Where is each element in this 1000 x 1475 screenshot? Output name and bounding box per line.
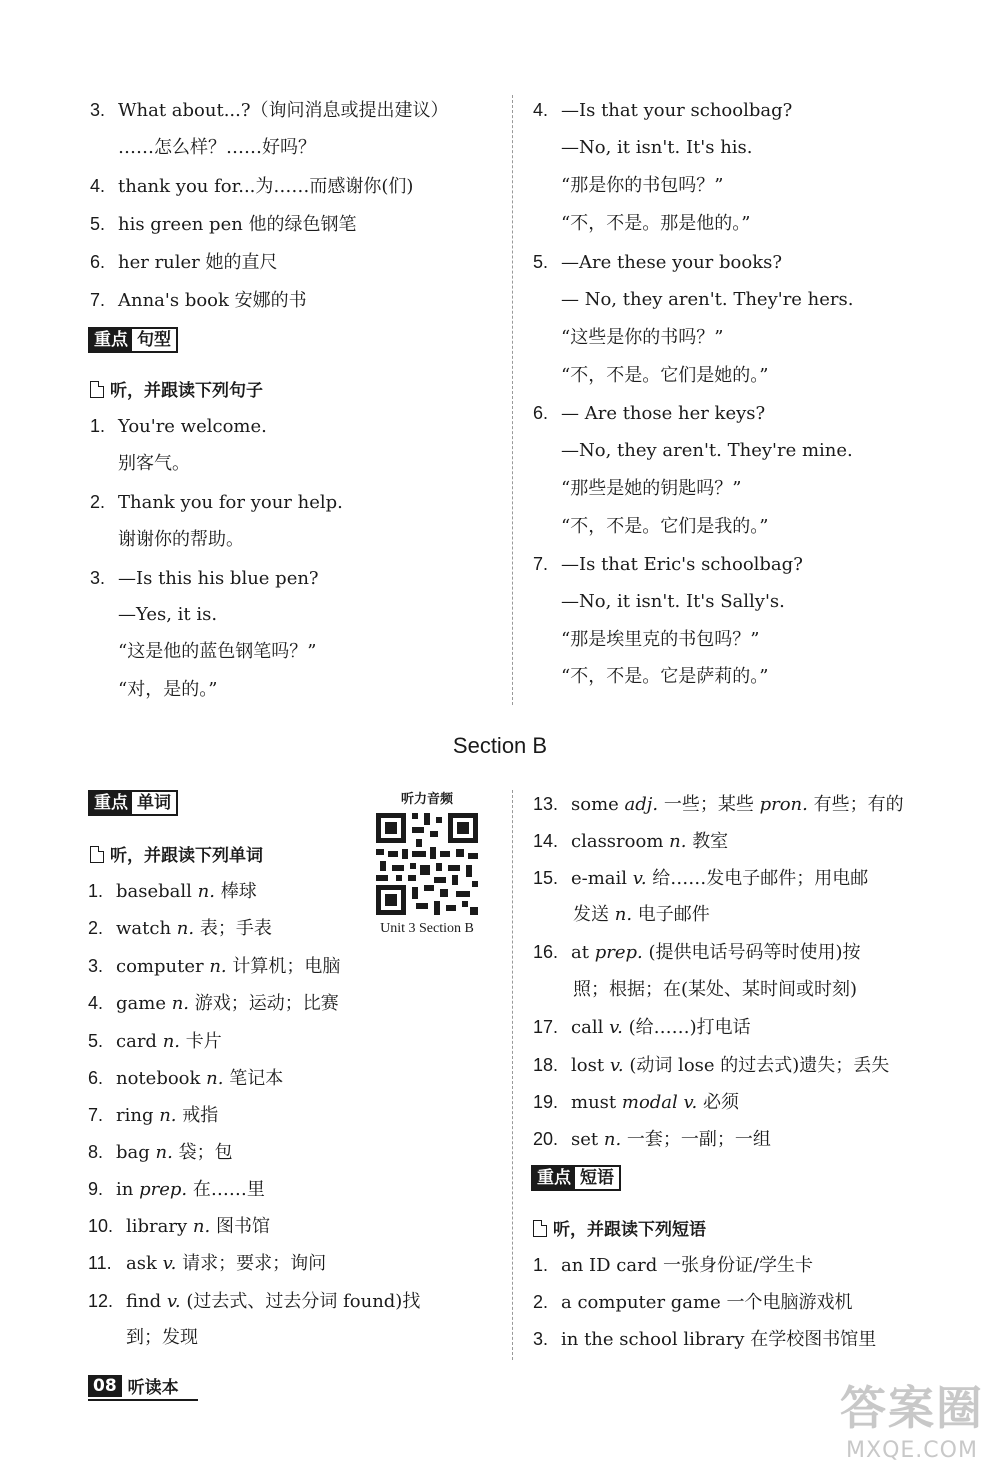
word-item-continued: 发送 n. 电子邮件: [573, 904, 710, 925]
watermark: 答案圈 MXQE.COM: [840, 1381, 984, 1463]
phrase-item: 7. Anna's book 安娜的书: [90, 290, 307, 311]
footer-rule: [88, 1399, 198, 1401]
word-item: 15. e-mail v. 给……发电子邮件；用电邮: [533, 868, 869, 889]
word-item: 4. game n. 游戏；运动；比赛: [88, 993, 339, 1014]
dialogue-line: “那是你的书包吗？”: [561, 175, 724, 196]
dialogue-line: 5. —Are these your books?: [533, 252, 782, 273]
word-item: 8. bag n. 袋；包: [88, 1142, 233, 1163]
dialogue-line: —No, it isn't. It's his.: [561, 137, 753, 158]
phrase-item: ……怎么样？……好吗？: [118, 137, 316, 158]
phrase-item: 5. his green pen 他的绿色钢笔: [90, 214, 357, 235]
sentence-item: 别客气。: [118, 453, 190, 474]
qr-caption: Unit 3 Section B: [380, 921, 474, 936]
dialogue-line: —No, they aren't. They're mine.: [561, 440, 853, 461]
word-item: 11. ask v. 请求；要求；询问: [88, 1253, 327, 1274]
headphone-book-icon: [533, 1220, 547, 1237]
phrase-item: 3. in the school library 在学校图书馆里: [533, 1329, 877, 1350]
phrase-item: 1. an ID card 一张身份证/学生卡: [533, 1255, 814, 1276]
sentence-item: “对，是的。”: [118, 679, 218, 700]
dialogue-line: “不，不是。它们是她的。”: [561, 365, 769, 386]
footer-label: 听读本: [127, 1378, 179, 1398]
word-item: 5. card n. 卡片: [88, 1031, 222, 1052]
word-item: 14. classroom n. 教室: [533, 831, 729, 852]
dialogue-line: “那是埃里克的书包吗？”: [561, 629, 760, 650]
dialogue-line: “这些是你的书吗？”: [561, 327, 724, 348]
phrase-item: 3. What about...?（询问消息或提出建议）: [90, 100, 449, 121]
dialogue-line: “那些是她的钥匙吗？”: [561, 478, 742, 499]
dialogue-line: 6. — Are those her keys?: [533, 403, 766, 424]
key-sentences-badge: 重点 句型: [88, 327, 178, 353]
dialogue-line: 7. —Is that Eric's schoolbag?: [533, 554, 803, 575]
word-item: 3. computer n. 计算机；电脑: [88, 956, 341, 977]
word-item-continued: 到；发现: [126, 1327, 198, 1348]
sentence-item: —Yes, it is.: [118, 604, 218, 625]
key-phrases-badge: 重点 短语: [531, 1165, 621, 1191]
word-item: 9. in prep. 在……里: [88, 1179, 265, 1200]
dialogue-line: 4. —Is that your schoolbag?: [533, 100, 793, 121]
qr-code-block[interactable]: [362, 788, 492, 953]
dialogue-line: “不，不是。那是他的。”: [561, 213, 751, 234]
word-item: 10. library n. 图书馆: [88, 1216, 270, 1237]
word-item: 16. at prep. (提供电话号码等时使用)按: [533, 942, 861, 963]
sentence-item: 2. Thank you for your help.: [90, 492, 343, 513]
page-number: 08: [88, 1375, 122, 1397]
word-item: 7. ring n. 戒指: [88, 1105, 219, 1126]
sentence-item: 1. You're welcome.: [90, 416, 267, 437]
word-item: 20. set n. 一套；一副；一组: [533, 1129, 771, 1150]
headphone-book-icon: [90, 381, 104, 398]
word-item: 1. baseball n. 棒球: [88, 881, 257, 902]
qr-label: 听力音频: [400, 792, 453, 807]
page-footer: [88, 1373, 179, 1398]
phrase-item: 2. a computer game 一个电脑游戏机: [533, 1292, 853, 1313]
phrase-item: 4. thank you for...为……而感谢你(们): [90, 176, 414, 197]
column-divider: [512, 790, 513, 1360]
listen-phrases-heading: 听，并跟读下列短语: [533, 1215, 706, 1240]
dialogue-line: “不，不是。它是萨莉的。”: [561, 666, 769, 687]
dialogue-line: “不，不是。它们是我的。”: [561, 516, 769, 537]
word-item: 2. watch n. 表；手表: [88, 918, 272, 939]
word-item-continued: 照；根据；在(某处、某时间或时刻): [573, 979, 858, 1000]
sentence-item: “这是他的蓝色钢笔吗？”: [118, 641, 317, 662]
word-item: 17. call v. (给……)打电话: [533, 1017, 751, 1038]
column-divider: [512, 95, 513, 705]
word-item: 19. must modal v. 必须: [533, 1092, 740, 1113]
key-words-badge: 重点 单词: [88, 790, 178, 816]
sentence-item: 3. —Is this his blue pen?: [90, 568, 319, 589]
listen-sentences-heading: 听，并跟读下列句子: [90, 376, 263, 401]
headphone-book-icon: [90, 846, 104, 863]
word-item: 12. find v. (过去式、过去分词 found)找: [88, 1291, 421, 1312]
section-title: Section B: [452, 733, 548, 758]
word-item: 13. some adj. 一些；某些 pron. 有些；有的: [533, 794, 904, 815]
dialogue-line: —No, it isn't. It's Sally's.: [561, 591, 785, 612]
word-item: 18. lost v. (动词 lose 的过去式)遗失；丢失: [533, 1055, 890, 1076]
word-item: 6. notebook n. 笔记本: [88, 1068, 284, 1089]
qr-code-icon[interactable]: [372, 809, 482, 919]
dialogue-line: — No, they aren't. They're hers.: [561, 289, 854, 310]
listen-words-heading: 听，并跟读下列单词: [90, 841, 263, 866]
sentence-item: 谢谢你的帮助。: [118, 529, 244, 550]
phrase-item: 6. her ruler 她的直尺: [90, 252, 278, 273]
